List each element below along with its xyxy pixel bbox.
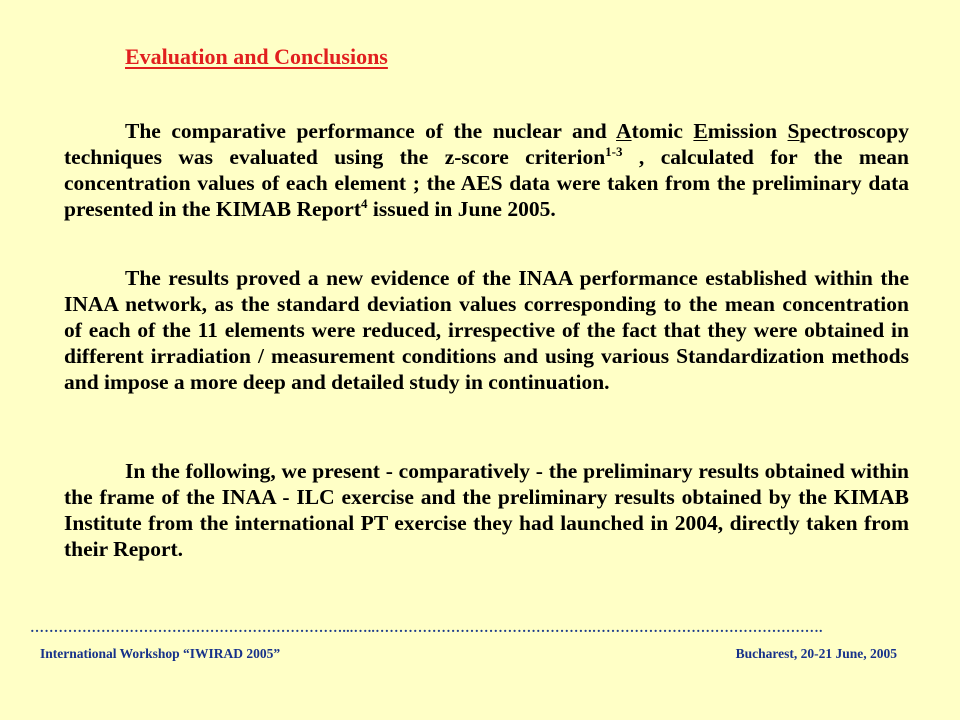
paragraph-1-text-a: The comparative performance of the nuclear and [125, 119, 617, 143]
paragraph-comparative-performance [64, 118, 909, 222]
footer-location-date: Bucharest, 20-21 June, 2005 [735, 646, 897, 661]
reference-superscript-4: 4 [361, 196, 368, 211]
reference-superscript-1-3: 1-3 [605, 144, 623, 159]
footer-dotted-separator: …………………………………………………………...…..……………………………………….…………………………………………. [30, 623, 823, 635]
underlined-letter-s: S [787, 119, 800, 143]
paragraph-1-text-e: , calculated for the mean concentration values of each element ; the AES data were taken from the preliminary data presented in the KIMAB Report [64, 145, 909, 221]
paragraph-1-text-f: issued in June 2005. [367, 197, 556, 221]
paragraph-results: The results proved a new evidence of the INAA performance established within the INAA network, as the standard deviation values corresponding to the mean concentration of each of the 11 elements were reduced, irrespective of the fact that they were obtained in different irradiation / measurement conditions and using various Standardization methods and impose a more deep and detailed study in continuation. [64, 266, 909, 394]
paragraph-1-text-c: mission [707, 119, 788, 143]
paragraph-1-text-b: tomic [631, 119, 694, 143]
paragraph-following: In the following, we present - comparatively - the preliminary results obtained within the frame of the INAA - ILC exercise and the preliminary results obtained by the KIMAB Institute from the international PT exercise they had launched in 2004, directly taken from their Report. [64, 459, 909, 561]
footer-workshop-name: International Workshop “IWIRAD 2005” [40, 646, 281, 661]
slide-title: Evaluation and Conclusions [125, 44, 388, 69]
paragraph-1-text-d: pectroscopy techniques was evaluated using the z-score criterion [64, 119, 909, 169]
underlined-letter-a: A [616, 119, 632, 143]
underlined-letter-e: E [693, 119, 708, 143]
